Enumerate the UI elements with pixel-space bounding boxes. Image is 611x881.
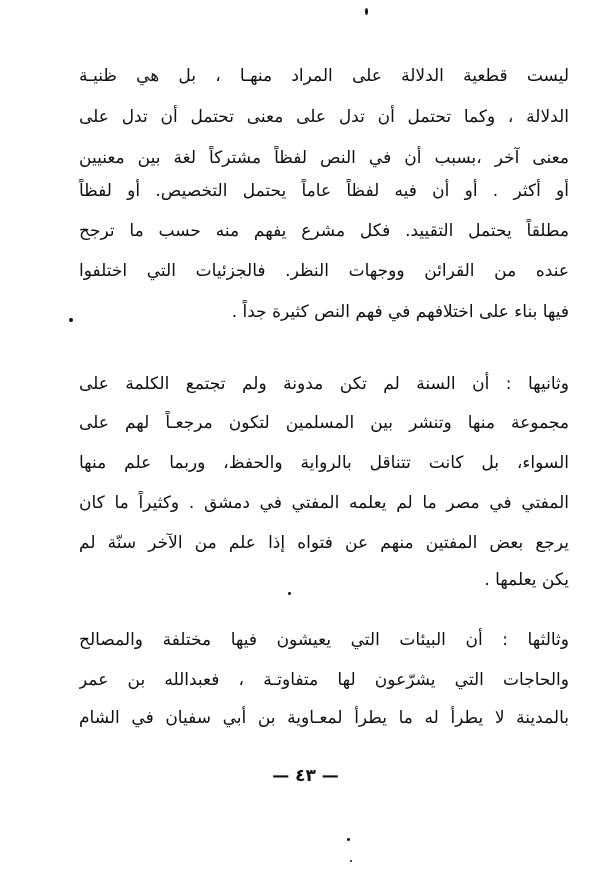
- text-line: ليست قطعية الدلالة على المراد منهـا ، بل هي ظنيـة: [79, 66, 569, 86]
- text-line: السواء، بل كانت تتناقل بالرواية والحفظ، وربما علم منها: [79, 453, 569, 473]
- text-line: المفتي في مصر ما لم يعلمه المفتي في دمشق . وكثيراً ما كان: [79, 493, 569, 513]
- scan-speck: [288, 592, 291, 595]
- text-line: معنى آخر ،بسبب أن في النص لفظاً مشتركاً لغة بين معنيين: [79, 148, 569, 168]
- scan-speck: [347, 838, 350, 841]
- text-line: بالمدينة لا يطرأ له ما يطرأ لمعـاوية بن أبي سفيان في الشام: [79, 708, 569, 728]
- text-line: مجموعة منها وتنشر بين المسلمين لتكون مرجعـاً لهم على: [79, 413, 569, 433]
- text-line: والحاجات التي يشرّعون لها متفاوتـة ، فعبدالله بن عمر: [79, 670, 569, 690]
- text-line: وثانيها : أن السنة لم تكن مدونة ولم تجتمع الكلمة على: [79, 374, 569, 394]
- scan-speck: [365, 8, 368, 15]
- text-line: يكن يعلمها .: [484, 570, 569, 590]
- text-line: وثالثها : أن البيئات التي يعيشون فيها مختلفة والمصالح: [79, 630, 569, 650]
- text-line: أو أكثر . أو أن فيه لفظاً عاماً يحتمل التخصيص. أو لفظاً: [79, 181, 569, 201]
- text-line: يرجع بعض المفتين منهم عن فتواه إذا علم من الآخر سنّة لم: [79, 533, 569, 553]
- scan-speck: [69, 318, 73, 322]
- text-line: الدلالة ، وكما تحتمل أن تدل على معنى تحتمل أن تدل على: [79, 107, 569, 127]
- scan-speck: [350, 860, 352, 862]
- text-line: فيها بناء على اختلافهم في فهم النص كثيرة جداً .: [231, 302, 569, 322]
- text-line: عنده من القرائن ووجهات النظر. فالجزئيات التي اختلفوا: [79, 261, 569, 281]
- text-line: مطلقاً يحتمل التقييد. فكل مشرع يفهم منه حسب ما ترجح: [79, 221, 569, 241]
- page-number: — ٤٣ —: [272, 766, 339, 786]
